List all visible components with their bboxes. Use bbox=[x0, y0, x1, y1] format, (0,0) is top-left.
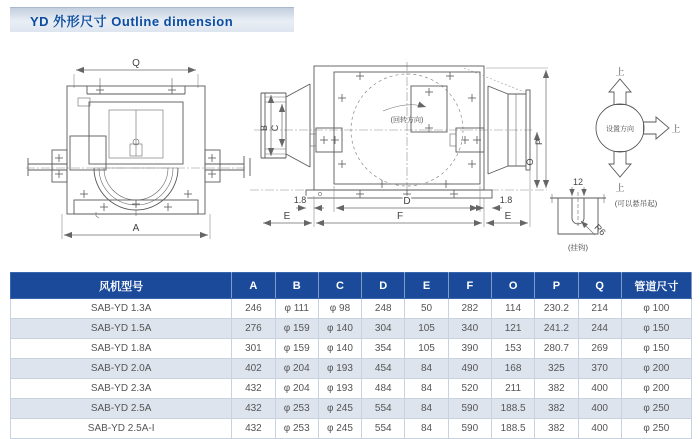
column-header: 管道尺寸 bbox=[621, 273, 691, 299]
value-cell: φ 159 bbox=[275, 319, 318, 339]
hook-radius-label: R6 bbox=[592, 222, 608, 238]
setup-direction-label: 设置方向 bbox=[606, 126, 634, 133]
up-arrow-right bbox=[644, 117, 670, 139]
value-cell: 400 bbox=[578, 399, 621, 419]
value-cell: 432 bbox=[232, 419, 275, 439]
section-header bbox=[10, 7, 294, 32]
value-cell: φ 98 bbox=[318, 299, 361, 319]
value-cell: φ 250 bbox=[621, 419, 691, 439]
value-cell: φ 253 bbox=[275, 419, 318, 439]
column-header: A bbox=[232, 273, 275, 299]
rotation-direction-note: (回转方向) bbox=[390, 117, 424, 124]
value-cell: 400 bbox=[578, 419, 621, 439]
value-cell: 454 bbox=[362, 359, 405, 379]
value-cell: 276 bbox=[232, 319, 275, 339]
value-cell: 105 bbox=[405, 339, 448, 359]
value-cell: 241.2 bbox=[535, 319, 578, 339]
model-cell: SAB-YD 2.5A-I bbox=[11, 419, 232, 439]
model-cell: SAB-YD 2.5A bbox=[11, 399, 232, 419]
column-header: 风机型号 bbox=[11, 273, 232, 299]
dim-p-label: P bbox=[534, 138, 544, 146]
header-row bbox=[11, 273, 692, 299]
value-cell: φ 204 bbox=[275, 359, 318, 379]
value-cell: φ 245 bbox=[318, 399, 361, 419]
value-cell: 382 bbox=[535, 419, 578, 439]
column-header: Q bbox=[578, 273, 621, 299]
value-cell: 301 bbox=[232, 339, 275, 359]
front-view-drawing bbox=[12, 46, 258, 262]
value-cell: 490 bbox=[448, 359, 491, 379]
table-row bbox=[11, 319, 692, 339]
column-header: E bbox=[405, 273, 448, 299]
value-cell: 370 bbox=[578, 359, 621, 379]
value-cell: 121 bbox=[491, 319, 534, 339]
value-cell: 304 bbox=[362, 319, 405, 339]
value-cell: 211 bbox=[491, 379, 534, 399]
hook-label: (挂钩) bbox=[568, 243, 588, 252]
side-view-drawing bbox=[250, 46, 550, 262]
value-cell: 590 bbox=[448, 399, 491, 419]
value-cell: 84 bbox=[405, 419, 448, 439]
value-cell: 432 bbox=[232, 399, 275, 419]
value-cell: φ 159 bbox=[275, 339, 318, 359]
value-cell: 188.5 bbox=[491, 419, 534, 439]
value-cell: φ 204 bbox=[275, 379, 318, 399]
value-cell: φ 100 bbox=[621, 299, 691, 319]
page-title: YD 外形尺寸 Outline dimension bbox=[30, 13, 234, 29]
dim-f-label: F bbox=[396, 211, 404, 222]
value-cell: φ 150 bbox=[621, 339, 691, 359]
orientation-diagram bbox=[548, 46, 700, 262]
value-cell: 105 bbox=[405, 319, 448, 339]
value-cell: 402 bbox=[232, 359, 275, 379]
value-cell: 390 bbox=[448, 339, 491, 359]
value-cell: 554 bbox=[362, 399, 405, 419]
value-cell: φ 245 bbox=[318, 419, 361, 439]
value-cell: 84 bbox=[405, 359, 448, 379]
value-cell: 590 bbox=[448, 419, 491, 439]
value-cell: 153 bbox=[491, 339, 534, 359]
dimension-table-wrap bbox=[10, 272, 692, 439]
value-cell: φ 200 bbox=[621, 359, 691, 379]
value-cell: 382 bbox=[535, 379, 578, 399]
value-cell: φ 150 bbox=[621, 319, 691, 339]
value-cell: 84 bbox=[405, 379, 448, 399]
value-cell: 554 bbox=[362, 419, 405, 439]
value-cell: 230.2 bbox=[535, 299, 578, 319]
offset-left-label: 1.8 bbox=[293, 195, 307, 205]
value-cell: φ 193 bbox=[318, 379, 361, 399]
column-header: D bbox=[362, 273, 405, 299]
value-cell: 84 bbox=[405, 399, 448, 419]
dimension-table bbox=[10, 272, 692, 439]
up-label-right: 上 bbox=[671, 124, 681, 134]
dim-b-label: B bbox=[259, 124, 269, 132]
up-label-bottom: 上 bbox=[615, 183, 625, 193]
table-row bbox=[11, 419, 692, 439]
value-cell: 214 bbox=[578, 299, 621, 319]
model-cell: SAB-YD 1.5A bbox=[11, 319, 232, 339]
value-cell: 520 bbox=[448, 379, 491, 399]
hook-width-label: 12 bbox=[572, 177, 584, 187]
dim-c-label: C bbox=[270, 124, 280, 132]
table-row bbox=[11, 379, 692, 399]
value-cell: 340 bbox=[448, 319, 491, 339]
up-label-top: 上 bbox=[615, 67, 625, 77]
value-cell: 246 bbox=[232, 299, 275, 319]
up-arrow-top bbox=[609, 79, 631, 105]
value-cell: 168 bbox=[491, 359, 534, 379]
model-cell: SAB-YD 1.8A bbox=[11, 339, 232, 359]
hang-note: (可以悬吊起) bbox=[614, 199, 658, 208]
value-cell: φ 250 bbox=[621, 399, 691, 419]
model-cell: SAB-YD 2.0A bbox=[11, 359, 232, 379]
value-cell: 354 bbox=[362, 339, 405, 359]
value-cell: 269 bbox=[578, 339, 621, 359]
fan-table-body bbox=[11, 299, 692, 439]
value-cell: 50 bbox=[405, 299, 448, 319]
table-row bbox=[11, 399, 692, 419]
dim-o-label: O bbox=[525, 158, 535, 166]
model-cell: SAB-YD 2.3A bbox=[11, 379, 232, 399]
value-cell: 382 bbox=[535, 399, 578, 419]
column-header: B bbox=[275, 273, 318, 299]
column-header: O bbox=[491, 273, 534, 299]
table-row bbox=[11, 359, 692, 379]
value-cell: 400 bbox=[578, 379, 621, 399]
model-cell: SAB-YD 1.3A bbox=[11, 299, 232, 319]
value-cell: 244 bbox=[578, 319, 621, 339]
value-cell: φ 193 bbox=[318, 359, 361, 379]
value-cell: 484 bbox=[362, 379, 405, 399]
value-cell: φ 253 bbox=[275, 399, 318, 419]
value-cell: 188.5 bbox=[491, 399, 534, 419]
value-cell: 325 bbox=[535, 359, 578, 379]
value-cell: φ 140 bbox=[318, 319, 361, 339]
dim-d-label: D bbox=[403, 196, 411, 207]
value-cell: φ 111 bbox=[275, 299, 318, 319]
value-cell: φ 200 bbox=[621, 379, 691, 399]
table-row bbox=[11, 299, 692, 319]
column-header: F bbox=[448, 273, 491, 299]
value-cell: 282 bbox=[448, 299, 491, 319]
dim-a-label: A bbox=[132, 223, 140, 234]
dim-e-left-label: E bbox=[283, 211, 291, 222]
offset-right-label: 1.8 bbox=[499, 195, 513, 205]
column-header: P bbox=[535, 273, 578, 299]
value-cell: φ 140 bbox=[318, 339, 361, 359]
value-cell: 432 bbox=[232, 379, 275, 399]
column-header: C bbox=[318, 273, 361, 299]
table-header bbox=[11, 273, 692, 299]
table-row bbox=[11, 339, 692, 359]
up-arrow-bottom bbox=[609, 152, 631, 178]
value-cell: 248 bbox=[362, 299, 405, 319]
value-cell: 114 bbox=[491, 299, 534, 319]
dim-q-label: Q bbox=[132, 58, 140, 69]
dim-e-right-label: E bbox=[504, 211, 512, 222]
value-cell: 280.7 bbox=[535, 339, 578, 359]
